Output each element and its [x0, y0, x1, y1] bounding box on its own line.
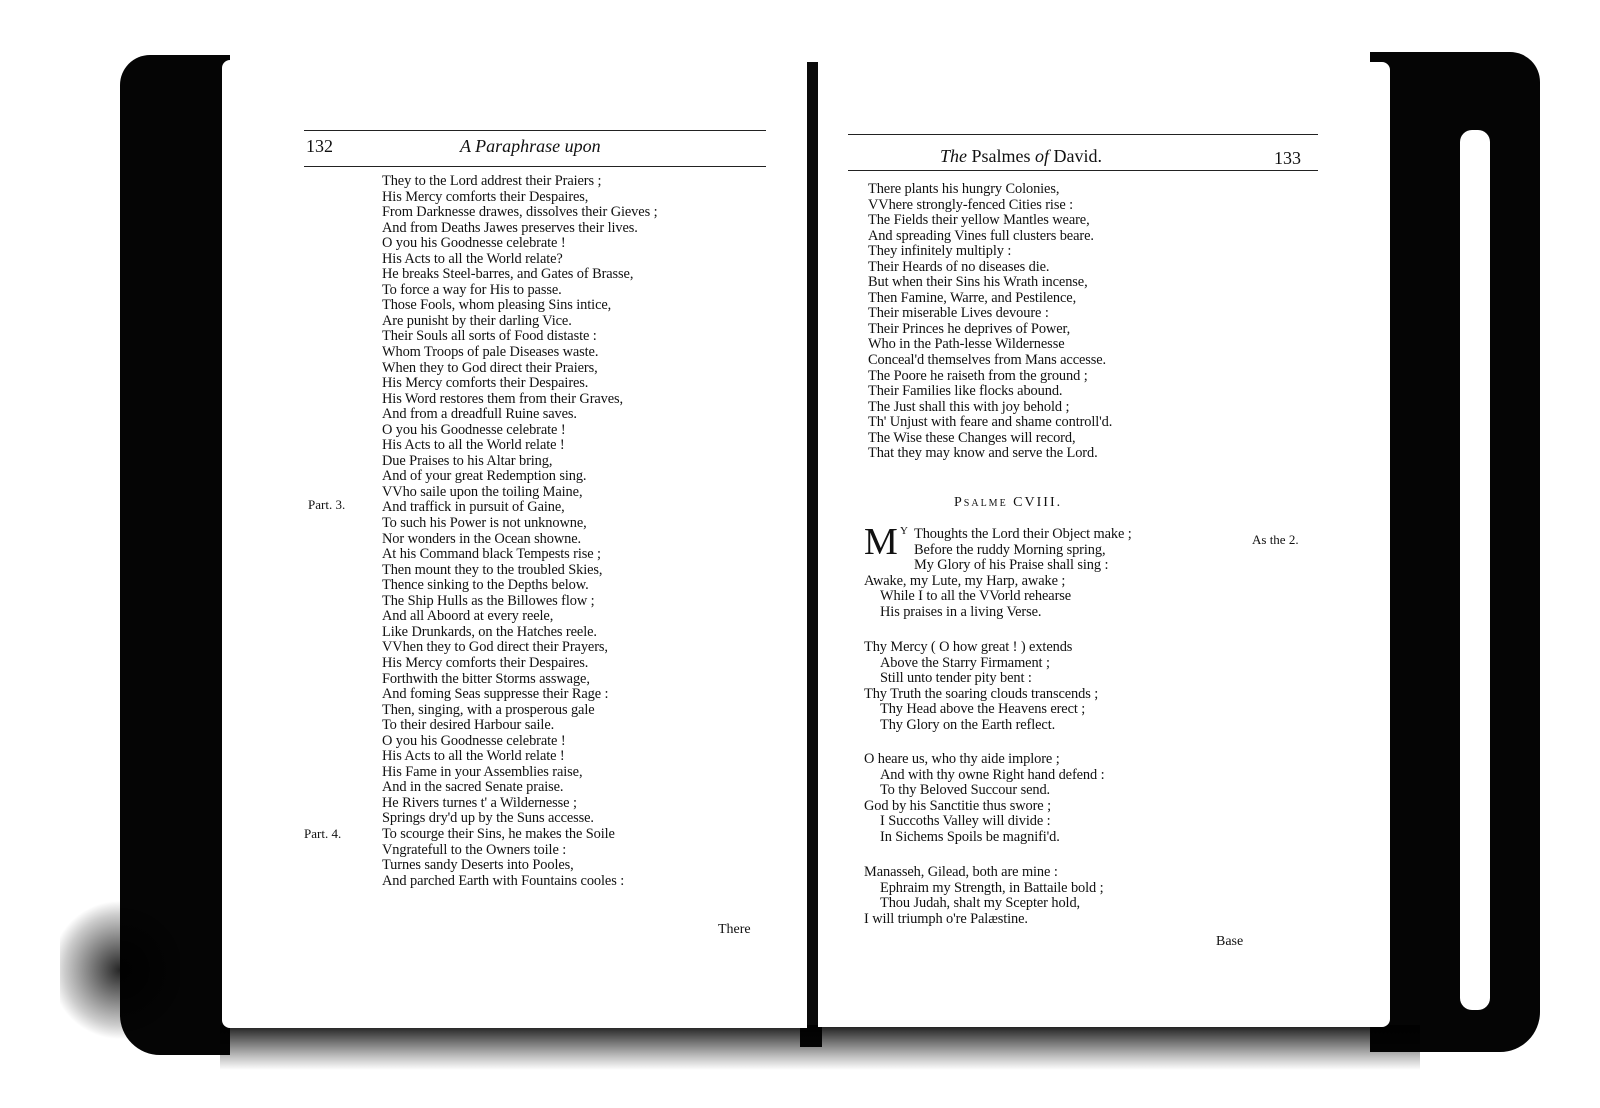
verse-line: Their miserable Lives devoure : [868, 305, 1049, 322]
catchword: There [718, 922, 751, 937]
verse-line: They to the Lord addrest their Praiers ; [382, 173, 602, 189]
verse-line: He breaks Steel-barres, and Gates of Brasse, [382, 266, 634, 283]
verse-line: His Acts to all the World relate ! [382, 437, 565, 454]
verse-line: While I to all the VVorld rehearse [880, 588, 1072, 605]
verse-line: The Just shall this with joy behold ; [868, 398, 1070, 415]
verse-line: Thou Judah, shalt my Scepter hold, [880, 895, 1081, 912]
verse-line: And foming Seas suppresse their Rage : [382, 686, 609, 703]
verse-line: Still unto tender pity bent : [880, 670, 1032, 687]
running-title: A Paraphrase upon [460, 136, 601, 156]
verse-line: Thy Mercy ( O how great ! ) extends [864, 639, 1073, 655]
verse-line: Thoughts the Lord their Object make ; [914, 526, 1132, 542]
verse-line: Their Families like flocks abound. [868, 383, 1063, 400]
drop-cap: M [864, 521, 898, 563]
running-title-psalmes: Psalmes [971, 146, 1031, 166]
verse-line: Awake, my Lute, my Harp, awake ; [864, 572, 1066, 589]
verse-line: The Fields their yellow Mantles weare, [868, 212, 1090, 229]
left-binding-speckle [60, 900, 180, 1040]
verse-line: Whom Troops of pale Diseases waste. [382, 344, 599, 361]
verse-line: Thy Glory on the Earth reflect. [880, 716, 1056, 733]
right-binding-highlight [1460, 130, 1490, 1010]
verse-line: And traffick in pursuit of Gaine, [382, 499, 565, 516]
verse-line: O you his Goodnesse celebrate ! [382, 421, 566, 438]
right-binding-shadow [1370, 52, 1540, 1052]
verse-line: Then Famine, Warre, and Pestilence, [868, 289, 1077, 306]
header-rule-bottom [848, 170, 1318, 171]
verse-line: His Word restores them from their Graves, [382, 390, 624, 407]
verse-line: God by his Sanctitie thus swore ; [864, 797, 1051, 814]
bottom-edge-shadow [220, 1025, 1420, 1070]
verse-line: To their desired Harbour saile. [382, 717, 555, 734]
verse-line: His Fame in your Assemblies raise, [382, 763, 583, 780]
verse-line: Above the Starry Firmament ; [880, 654, 1050, 671]
verse-line: The Ship Hulls as the Billowes flow ; [382, 592, 595, 609]
verse-line: Their Princes he deprives of Power, [868, 320, 1071, 337]
verse-line: His Mercy comforts their Despaires, [382, 188, 589, 205]
verse-line: Then, singing, with a prosperous gale [382, 701, 595, 718]
verse-line: Their Souls all sorts of Food distaste : [382, 328, 597, 345]
psalm-title: Psalme CVIII. [954, 495, 1063, 510]
verse-line: And spreading Vines full clusters beare. [868, 227, 1094, 244]
verse-line: To thy Beloved Succour send. [880, 782, 1051, 799]
running-title-of: of [1035, 146, 1050, 166]
verse-line: When they to God direct their Praiers, [382, 359, 598, 376]
verse-line: VVhen they to God direct their Prayers, [382, 639, 608, 656]
verse-line: O you his Goodnesse celebrate ! [382, 732, 566, 749]
verse-line: Conceal'd themselves from Mans accesse. [868, 352, 1107, 369]
verse-line: To scourge their Sins, he makes the Soile [382, 825, 615, 842]
stanza-4 [864, 865, 1104, 927]
page-number: 133 [1274, 148, 1301, 168]
verse-line: Springs dry'd up by the Suns accesse. [382, 810, 594, 827]
verse-line: Those Fools, whom pleasing Sins intice, [382, 297, 612, 314]
verse-line: His Acts to all the World relate? [382, 250, 563, 267]
verse-line: Before the ruddy Morning spring, [914, 541, 1106, 558]
verse-line: Th' Unjust with feare and shame controll'd. [868, 414, 1113, 431]
verse-line: Manasseh, Gilead, both are mine : [864, 864, 1058, 880]
verse-line: From Darknesse drawes, dissolves their Gieves ; [382, 204, 658, 221]
running-title [940, 146, 1102, 166]
verse-line: Like Drunkards, on the Hatches reele. [382, 623, 597, 640]
verse-line: My Glory of his Praise shall sing : [914, 557, 1109, 574]
verse-line: And all Aboord at every reele, [382, 608, 554, 625]
verse-line: In Sichems Spoils be magnifi'd. [880, 828, 1060, 845]
verse-line: His praises in a living Verse. [880, 603, 1042, 620]
margin-note-tune: As the 2. [1252, 532, 1299, 547]
verse-line: I will triumph o're Palæstine. [864, 910, 1028, 927]
verse-line: And with thy owne Right hand defend : [880, 766, 1105, 783]
verse-line: The Wise these Changes will record, [868, 429, 1076, 446]
verse-line: And parched Earth with Fountains cooles : [382, 872, 625, 889]
verse-line: To such his Power is not unknowne, [382, 515, 587, 532]
verse-line: I Succoths Valley will divide : [880, 813, 1051, 830]
verse-line: Who in the Path-lesse Wildernesse [868, 336, 1065, 353]
margin-note-part-3: Part. 3. [308, 497, 346, 512]
verse-line: They infinitely multiply : [868, 243, 1012, 260]
verse-line: His Mercy comforts their Despaires. [382, 654, 589, 671]
left-verse-block [382, 174, 657, 889]
verse-line: O you his Goodnesse celebrate ! [382, 235, 566, 252]
verse-line: Nor wonders in the Ocean showne. [382, 530, 582, 547]
verse-line: And of your great Redemption sing. [382, 468, 587, 485]
margin-note-part-4: Part. 4. [304, 826, 342, 841]
verse-line: His Mercy comforts their Despaires. [382, 375, 589, 392]
verse-line: At his Command black Tempests rise ; [382, 546, 601, 563]
verse-line: He Rivers turnes t' a Wildernesse ; [382, 794, 577, 811]
running-title-the: The [940, 146, 967, 166]
verse-line: Vngratefull to the Owners toile : [382, 841, 567, 858]
right-verse-block [868, 182, 1112, 462]
page-number: 132 [306, 136, 333, 156]
verse-line: Thence sinking to the Depths below. [382, 577, 589, 594]
header-rule-top [304, 130, 766, 131]
verse-line: Turnes sandy Deserts into Pooles, [382, 857, 574, 874]
verse-line: Ephraim my Strength, in Battaile bold ; [880, 879, 1104, 896]
stanza-3 [864, 752, 1105, 845]
verse-line: And from a dreadfull Ruine saves. [382, 406, 577, 423]
stanza-1 [864, 527, 1132, 620]
right-page [818, 62, 1390, 1027]
verse-line: His Acts to all the World relate ! [382, 748, 565, 765]
verse-line: There plants his hungry Colonies, [868, 181, 1060, 197]
verse-line: VVhere strongly-fenced Cities rise : [868, 196, 1074, 213]
left-page [222, 60, 807, 1028]
verse-line: Thy Head above the Heavens erect ; [880, 701, 1086, 718]
header-rule-top [848, 134, 1318, 135]
verse-line: And from Deaths Jawes preserves their lives. [382, 219, 638, 236]
drop-cap-superscript: Y [900, 525, 908, 537]
stanza-2 [864, 640, 1098, 733]
catchword: Base [1216, 934, 1244, 949]
verse-line: That they may know and serve the Lord. [868, 445, 1098, 462]
verse-line: Forthwith the bitter Storms asswage, [382, 670, 590, 687]
verse-line: Due Praises to his Altar bring, [382, 452, 553, 469]
verse-line: To force a way for His to passe. [382, 281, 562, 298]
verse-line: VVho saile upon the toiling Maine, [382, 483, 583, 500]
verse-line: Are punisht by their darling Vice. [382, 312, 572, 329]
verse-line: O heare us, who thy aide implore ; [864, 751, 1060, 767]
verse-line: But when their Sins his Wrath incense, [868, 274, 1088, 291]
verse-line: Thy Truth the soaring clouds transcends ; [864, 685, 1099, 702]
header-rule-bottom [304, 166, 766, 167]
verse-line: The Poore he raiseth from the ground ; [868, 367, 1088, 384]
running-title-david: David. [1053, 146, 1103, 166]
verse-line: And in the sacred Senate praise. [382, 779, 564, 796]
verse-line: Then mount they to the troubled Skies, [382, 561, 603, 578]
verse-line: Their Heards of no diseases die. [868, 258, 1050, 275]
